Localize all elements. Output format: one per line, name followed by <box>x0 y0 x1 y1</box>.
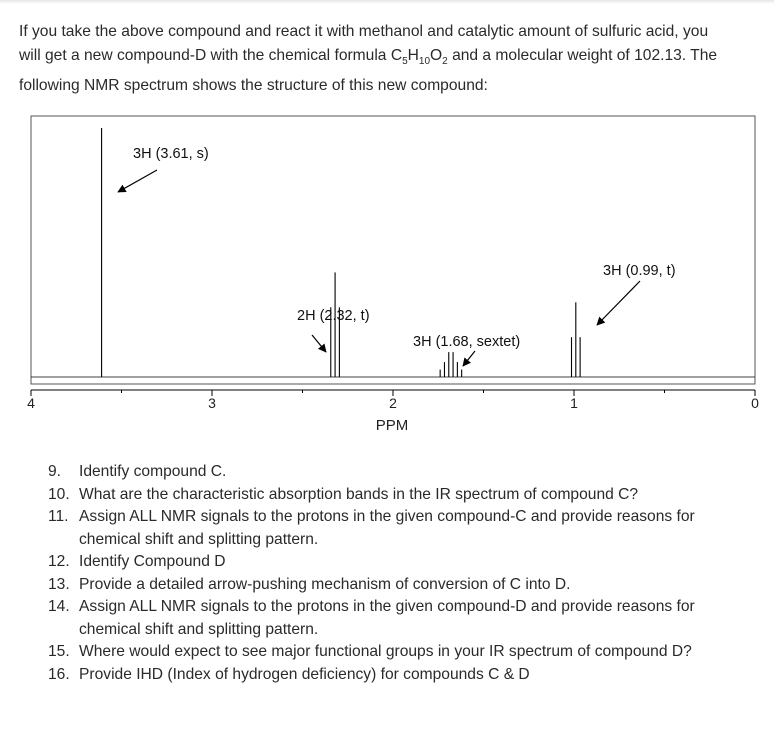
peak-annotation-arrow <box>118 170 157 192</box>
question-text: Identify Compound D <box>79 553 226 570</box>
intro-paragraph <box>19 20 767 98</box>
peak-annotation-label: 3H (1.68, sextet) <box>413 334 521 350</box>
peak-annotation-label: 2H (2.32, t) <box>297 308 370 324</box>
question-item <box>48 484 760 507</box>
question-number: 13. <box>48 575 70 593</box>
formula-o-count: 2 <box>442 56 448 68</box>
question-list <box>48 461 760 686</box>
question-text: What are the characteristic absorption bands in the IR spectrum of compound C? <box>79 485 639 503</box>
question-item <box>48 461 760 484</box>
question-item <box>48 596 760 641</box>
question-item <box>48 641 760 664</box>
formula-h-count: 10 <box>418 56 431 68</box>
x-tick-label: 2 <box>389 395 397 411</box>
question-text: Identify compound C. <box>79 463 227 480</box>
question-text: Provide IHD (Index of hydrogen deficiency) for compounds C & D <box>79 665 530 683</box>
peak-annotation-label: 3H (3.61, s) <box>133 146 209 162</box>
question-text: Where would expect to see major functional groups in your IR spectrum of compound D? <box>79 643 692 660</box>
peak-annotation-arrow <box>463 351 475 366</box>
question-number: 11. <box>48 508 69 525</box>
question-number: 9. <box>48 463 62 480</box>
question-text: Provide a detailed arrow-pushing mechanism of conversion of C into D. <box>79 575 571 593</box>
question-number: 10. <box>48 485 70 503</box>
x-tick-label: 3 <box>208 395 216 411</box>
question-item <box>48 574 760 597</box>
intro-line-3: following NMR spectrum shows the structure of this new compound: <box>19 77 488 95</box>
question-text: Assign ALL NMR signals to the protons in the given compound-D and provide reasons for chemical shift and splitting pattern. <box>79 598 695 638</box>
intro-line-2-end: and a molecular weight of 102.13. The <box>447 47 718 64</box>
nmr-spectrum-chart <box>0 100 774 440</box>
question-number: 14. <box>48 598 70 615</box>
x-axis-label: PPM <box>375 417 409 434</box>
x-tick-label: 0 <box>751 395 759 411</box>
peak-annotation-arrow <box>597 281 640 325</box>
formula-o: O <box>430 47 443 64</box>
x-tick-label: 1 <box>570 395 578 411</box>
peak-annotation-arrow <box>312 335 326 352</box>
x-tick-label: 4 <box>27 395 35 411</box>
question-item <box>48 551 760 574</box>
formula-h: H <box>407 47 419 64</box>
question-number: 15. <box>48 643 70 660</box>
question-number: 12. <box>48 553 70 570</box>
intro-line-2-start: will get a new compound-D with the chemical formula C <box>19 47 403 64</box>
question-item <box>48 664 760 687</box>
top-edge <box>0 0 774 4</box>
intro-line-1: If you take the above compound and react it with methanol and catalytic amount of sulfuric acid, you <box>19 23 709 40</box>
question-number: 16. <box>48 665 70 683</box>
formula-c-count: 5 <box>402 56 408 68</box>
peak-annotation-label: 3H (0.99, t) <box>603 263 676 279</box>
intro-line-2 <box>19 44 767 74</box>
question-text: Assign ALL NMR signals to the protons in the given compound-C and provide reasons for chemical shift and splitting pattern. <box>79 508 695 548</box>
question-item <box>48 506 760 551</box>
